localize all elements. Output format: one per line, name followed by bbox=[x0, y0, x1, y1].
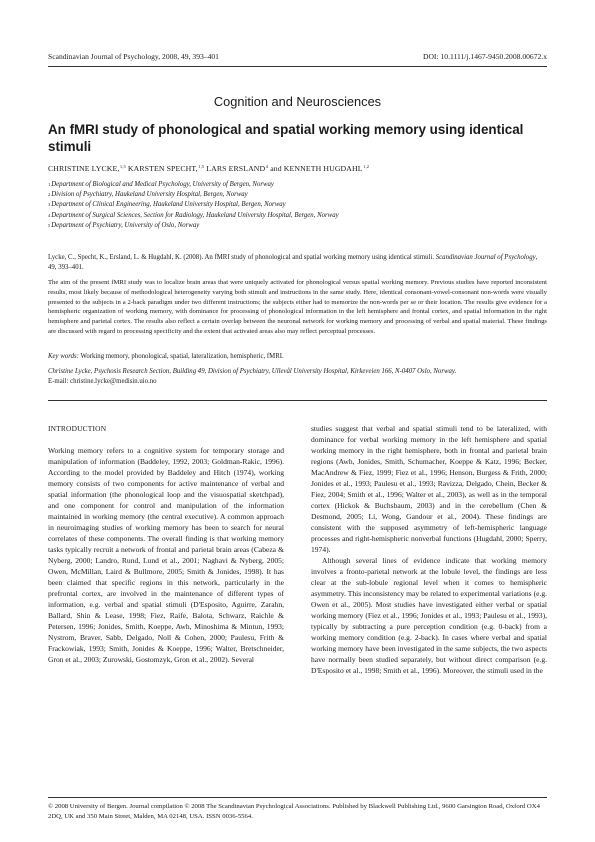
abstract-rule bbox=[48, 400, 547, 401]
footer-rule bbox=[48, 797, 547, 798]
correspondence-address: Christine Lycke, Psychosis Research Section, Building 49, Division of Psychiatry, Ullevål University Hospital, Kirkeveien 166, N-0407 Oslo, Norway. bbox=[48, 368, 457, 375]
suggested-citation: Lycke, C., Specht, K., Ersland, L. & Hugdahl, K. (2008). An fMRI study of phonological and spatial working memory using identical stimuli. Scandinavian Journal of Psychology, 49, 393–401. bbox=[48, 254, 538, 271]
abstract bbox=[48, 278, 547, 337]
author: CHRISTINE LYCKE,$^{1,5}$ bbox=[48, 164, 126, 173]
keywords bbox=[48, 352, 547, 362]
affiliation: 1 Department of Biological and Medical Psychology, University of Bergen, Norway bbox=[48, 181, 274, 188]
section-heading-introduction: INTRODUCTION bbox=[48, 424, 107, 433]
citation-journal: Scandinavian Journal of Psychology bbox=[435, 254, 536, 261]
keywords-text: Working memory, phonological, spatial, lateralization, hemispheric, fMRI. bbox=[80, 353, 284, 360]
copyright-footer: © 2008 University of Bergen. Journal compilation © 2008 The Scandinavian Psychological Associations. Published by Blackwell Publishing Ltd., 9600 Garsington Road, Oxford OX4 2DQ, UK and 350 Main Street, Malden, MA 02148, USA. ISSN 0036-5564. bbox=[48, 803, 540, 820]
author: LARS ERSLAND$^4$ bbox=[206, 164, 269, 173]
journal-citation-header: Scandinavian Journal of Psychology, 2008, 49, 393–401 bbox=[48, 52, 219, 61]
affiliations bbox=[48, 180, 547, 231]
section-title: Cognition and Neurosciences bbox=[213, 94, 382, 109]
author: and KENNETH HUGDAHL$^{1,2}$ bbox=[270, 164, 370, 173]
header-rule bbox=[48, 66, 547, 67]
author-list bbox=[48, 164, 547, 173]
keywords-label: Key words: bbox=[48, 353, 79, 360]
body-paragraph: studies suggest that verbal and spatial stimuli tend to be lateralized, with dominance for verbal working memory in the left hemisphere and spatial working memory in the right hemisphere, both in frontal and parietal brain regions (Awh, Jonides, Smith, Schumacher, Koeppe & Katz, 1996; Becker, MacAndrew & Fiez, 1999; Fiez et al., 1996; Henson, Burgess & Frith, 2000; Jonides et al., 1993; Paulesu et al., 1993; Ravizza, Delgado, Chein, Becker & Fiez, 2004; Smith et al., 1996; Walter et al., 2003), as well as in the temporal cortex (Hickok & Buchsbaum, 2003) and in the cerebellum (Chen & Desmond, 2005; Li, Wong, Gandour et al., 2004). These findings are consistent with the supposed asymmetry of left-hemispheric language processes and right-hemispheric nonverbal functions (Hugdahl, 2000; Sperry, 1974). bbox=[311, 424, 547, 554]
body-column-right bbox=[311, 423, 547, 676]
doi-header: DOI: 10.1111/j.1467-9450.2008.00672.x bbox=[422, 52, 547, 61]
abstract-text: The aim of the present fMRI study was to localize brain areas that were uniquely activated for phonological versus spatial working memory. Previous studies have reported inconsistent results, most likely because of methodological heterogeneity varying both stimuli and instructions in the same study. Here, identical consonant-vowel-consonant non-words were visually presented to the subjects in a 2-back paradigm under two different instructions; the subjects either had to memorize the non-words per se or their location. The results give evidence for a hemispheric organization of working memory, with dominance for processing of phonological information in the left hemisphere and frontal cortex, and spatial information in the right hemisphere and parietal cortex. The results also reflect a certain overlap between the neuronal network for working memory and processing of verbal and spatial material. These findings are discussed with regard to processing specificity and the extent that activated areas also may reflect perceptual processes. bbox=[48, 279, 547, 335]
affiliation: 3 Department of Clinical Engineering, Haukeland University Hospital, Bergen, Norway bbox=[48, 201, 286, 209]
correspondence-email[interactable]: E-mail: christine.lycke@medisin.uio.no bbox=[48, 378, 157, 385]
body-paragraph: Working memory refers to a cognitive system for temporary storage and manipulation of information (Baddeley, 1992, 2003; Goldman-Rakic, 1996). According to the model provided by Baddeley and Hitch (1974), working memory consists of two components for active maintenance of verbal and spatial information (the phonological loop and the visuospatial sketchpad), and one component for control and manipulation of the information maintained in working memory (the central executive). A common approach in neuroimaging studies of working memory has been to search for neural correlates of these components. The overall finding is that working memory tasks typically recruit a network of frontal and parietal brain areas (Cabeza & Nyberg, 2000; Landro, Rund, Lund et al., 2001; Naghavi & Nyberg, 2005; Owen, McMillan, Laird & Bullmore, 2005; Smith & Jonides, 1998). It has been claimed that specific regions in this network, particularly in the prefrontal cortex, are involved in the maintenance of different types of information, e.g. verbal and spatial stimuli (D'Esposito, Aguirre, Zarahn, Ballard, Shin & Lease, 1998; Fiez, Raife, Balota, Schwarz, Raichle & Petersen, 1996; Jonides, Smith, Koeppe, Awh, Minoshima & Mintun, 1993; Nystrom, Braver, Sabb, Delgado, Noll & Cohen, 2000; Paulesu, Frith & Frackowiak, 1993; Smith, Jonides & Koeppe, 1996; Walter, Bretschneider, Gron et al., 2003; Zurowski, Gostomzyk, Gron et al., 2002). Several bbox=[48, 446, 284, 664]
body-column-left bbox=[48, 423, 284, 665]
affiliation: 2 Division of Psychiatry, Haukeland University Hospital, Bergen, Norway bbox=[48, 191, 248, 199]
author: KARSTEN SPECHT,$^{1,5}$ bbox=[127, 164, 205, 173]
body-paragraph: Although several lines of evidence indicate that working memory involves a fronto-parietal network at the lobule level, the findings are less clear at the sub-lobule regional level when it comes to hemispheric asymmetry. This inconsistency may be related to experimental variations (e.g. Owen et al., 2005). Most studies have investigated either verbal or spatial working memory (Fiez et al., 1996; Jonides et al., 1993; Paulesu et al., 1993), typically by subtracting a pure perception condition (e.g. 0-back) from a working memory condition (e.g. 2-back). In cases where verbal and spatial working memory have been investigated in the same subjects, the two aspects have normally been studied separately, but without direct comparison (e.g. D'Esposito et al., 1998; Smith et al., 1996). Moreover, the stimuli used in the bbox=[311, 556, 547, 675]
article-title: An fMRI study of phonological and spatial working memory using identical stimuli bbox=[48, 122, 524, 154]
affiliation: 5 Department of Psychiatry, University of Oslo, Norway bbox=[48, 221, 200, 229]
affiliation: 4 Department of Surgical Sciences, Section for Radiology, Haukeland University Hospital, Bergen, Norway bbox=[48, 211, 339, 219]
running-head bbox=[48, 52, 547, 61]
correspondence bbox=[48, 367, 547, 387]
